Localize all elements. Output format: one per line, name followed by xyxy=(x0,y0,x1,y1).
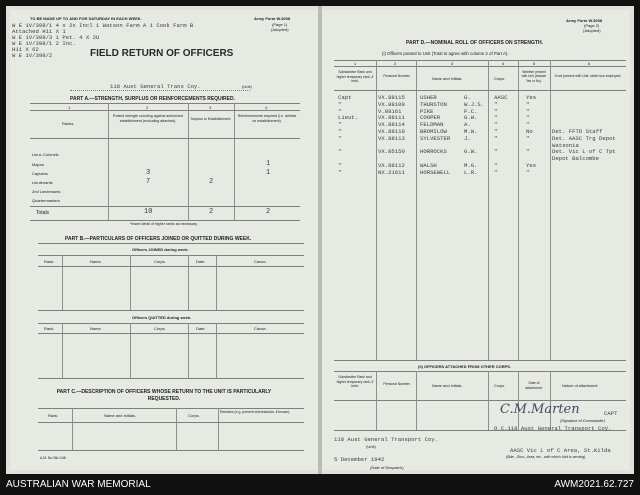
officer-num: VX.85150 xyxy=(378,148,405,156)
header-note: H11 X 62 xyxy=(12,46,39,53)
officer-init: J. xyxy=(464,134,471,142)
officer-corps: " xyxy=(494,100,498,108)
adopted-label: (Adopted) xyxy=(271,27,289,32)
officer-rank: " xyxy=(338,128,342,135)
footnote: *Insert detail of higher ranks as necessary. xyxy=(130,222,198,226)
officer-num: VX.88110 xyxy=(378,128,405,135)
joined-title: Officers JOINED during week. xyxy=(132,247,189,252)
reinforcement-value: 1 xyxy=(266,169,271,177)
col-head-corps: Corps. xyxy=(494,77,506,81)
officer-rank: " xyxy=(338,107,342,115)
officer-num: NX.21611 xyxy=(378,168,405,176)
accession-number: AWM2021.62.727 xyxy=(554,479,634,490)
page-2: Army Form W.3008 (Page 2) (Adopted) PART D.—NOMINAL ROLL OF OFFICERS ON STRENGTH. (i) Officers posted to Unit (Total to agree with column 2 of Part A). 1 2 3 4 5 6 Substantive Rank and higher temporary rank, if held. Personal Number. Name and Initials. Corps. Whether present with Unit (Answer Yes or No). If not present with Unit, state how employed. Capt VX.88115 USHER G. AASC Yes " VX.88109 THURSTON W.J.S. " " " V.88161 PIKE F.C. " " Lieut. VX.88111 COOPER G.W. " " " VX.88114 FELDMAN A. " " " VX.88110 BROMILOW M.W. " No Det. FFTD Staff " VX.88113 SYLVESTER J. " " Det. AASC Trg Depot Watsonia " VX.85150 HORROCKS G.W. " " Det. Vic L of C Tpt Depot Balcombe " VX.88112 WALSH M.G. " Yes " NX.21611 HORSEWELL L.R. " " (ii) OFFICERS ATTACHED FROM OTHER CORPS. Substantive Rank and higher temporary rank, if held. Personal Number. Name and Initials. Corps. Date of attachment. Nature of attachment. C.M.Marten CAPT 118 Aust General Transport Coy. (Unit) (Signature of Commander) O.C.118 Aust General Transport Coy. 5 December 1942 (Date of Despatch) AASC Vic L of C Area, St.Kilda (Bde., Divn., Area, etc., with which Unit is serving) xyxy=(322,10,630,470)
quitted-title: Officers QUITTED during week. xyxy=(132,315,192,320)
col-head-present: Whether present with Unit (Answer Yes or No). xyxy=(521,70,547,83)
archive-footer xyxy=(0,474,640,495)
officer-rank: " xyxy=(338,168,342,176)
sub1-title: (i) Officers posted to Unit (Total to agree with column 2 of Part A). xyxy=(382,51,509,56)
header-note: W E 1V/398/2 xyxy=(12,52,53,59)
officer-corps: " xyxy=(494,162,498,169)
officer-rank: " xyxy=(338,121,342,129)
officer-init: A. xyxy=(464,121,471,129)
col-head-ranks: Ranks. xyxy=(62,121,75,126)
signature-label: (Signature of Commander) xyxy=(560,419,605,423)
col-head-reinforcements: Reinforcements required (i.e. deficits on establishment). xyxy=(237,114,297,123)
officer-num: V.88161 xyxy=(378,107,402,115)
officer-present: Yes xyxy=(526,162,537,169)
officer-num: VX.88115 xyxy=(378,94,405,101)
officer-init: F.C. xyxy=(464,107,478,115)
officer-present: " xyxy=(526,148,530,156)
page-1: TO BE MADE UP TO AND FOR SATURDAY IN EACH WEEK. W E 1V/398/1 4 x 2x Incl 1 Watson Farm A 1 Cook Farm B Attached H11 X 1 W E 1V/398/3 1 Pet. 4 X 2U W E 1V/398/1 2 Inc. H11 X 62 W E 1V/398/2 Army Form W.3008 (Page 1) (Adopted) FIELD RETURN OF OFFICERS 118 Aust General Trans Coy. (Unit) PART A.—STRENGTH, SURPLUS OR REINFORCEMENTS REQUIRED. 1 2 3 4 Ranks. Posted strength counting against authorized establishment (excluding attached). Surplus to Establishment. Reinforcements required (i.e. deficits on establishment). Lieut.-Colonels Majors Captains Lieutenants 2nd Lieutenants Quartermasters 3 7 2 1 1 Totals 10 2 2 *Insert detail of higher ranks as necessary. PART B.—PARTICULARS OF OFFICERS JOINED OR QUITTED DURING WEEK. Officers JOINED during week. Rank. Name. Corps. Date. Cause. Officers QUITTED during week. Rank. Name. Corps. Date. Cause. PART C.—DESCRIPTION OF OFFICERS WHOSE RETURN TO THE UNIT IS PARTICULARLY REQUESTED. Rank. Name and Initials. Corps. Remarks (e.g. present whereabouts, if known). A.M. No.Stk.1/48 xyxy=(10,10,318,470)
officer-init: M.W. xyxy=(464,128,478,135)
despatch-date-label: (Date of Despatch) xyxy=(370,465,404,470)
page-ref: (Page 2) xyxy=(584,23,600,28)
officer-present: " xyxy=(526,121,530,129)
reinforcement-value: 1 xyxy=(266,160,271,168)
officer-name: FELDMAN xyxy=(420,121,444,129)
officer-note: Depot Balcombe xyxy=(552,155,599,163)
part-a-title: PART A.—STRENGTH, SURPLUS OR REINFORCEMENTS REQUIRED. xyxy=(70,96,236,102)
col-head-employment: If not present with Unit, state how employed. xyxy=(554,74,622,78)
officer-present: " xyxy=(526,134,530,142)
part-d-title: PART D.—NOMINAL ROLL OF OFFICERS ON STRENGTH. xyxy=(406,40,543,46)
officer-rank: " xyxy=(338,162,342,169)
rank-label: Lieutenants xyxy=(32,180,53,185)
rank-label: Majors xyxy=(32,162,45,167)
rank-label: Lieut.-Colonels xyxy=(32,152,59,157)
officer-corps: " xyxy=(494,168,498,176)
officer-name: USHER xyxy=(420,94,437,101)
officer-present: No xyxy=(526,128,533,135)
officer-init: G. xyxy=(464,94,471,101)
page-ref: (Page 1) xyxy=(272,22,288,27)
header-note: W E 1V/398/1 4 x 2x Incl 1 Watson Farm A 1 Cook Farm B xyxy=(12,22,194,29)
scanned-document xyxy=(6,6,634,474)
officer-init: G.W. xyxy=(464,148,478,156)
officer-name: PIKE xyxy=(420,107,434,115)
officer-rank: " xyxy=(338,100,342,108)
officer-corps: " xyxy=(494,134,498,142)
officer-rank: Lieut. xyxy=(338,114,359,122)
col-head-surplus: Surplus to Establishment. xyxy=(190,117,232,121)
header-note: W E 1V/398/3 1 Pet. 4 X 2U xyxy=(12,34,100,41)
header-notice: TO BE MADE UP TO AND FOR SATURDAY IN EACH WEEK. xyxy=(30,16,142,21)
rank-label: Quartermasters xyxy=(32,198,60,203)
officer-note: Watsonia xyxy=(552,141,579,149)
sub2-title: (ii) OFFICERS ATTACHED FROM OTHER CORPS. xyxy=(418,364,512,369)
col-head-number: Personal Number. xyxy=(383,74,411,78)
officer-corps: " xyxy=(494,128,498,135)
strength-value: 7 xyxy=(146,178,151,186)
surplus-value: 2 xyxy=(209,178,214,186)
officer-name: HORSEWELL xyxy=(420,168,451,176)
officer-init: M.G. xyxy=(464,162,478,169)
print-code: A.M. No.Stk.1/48 xyxy=(40,456,66,460)
adopted-label: (Adopted) xyxy=(583,28,601,33)
army-form-number: Army Form W.3008 xyxy=(566,18,603,23)
col-head-rank: Substantive Rank and higher temporary rank, if held. xyxy=(336,70,374,83)
commander-signature: C.M.Marten xyxy=(500,402,580,417)
part-c-title: PART C.—DESCRIPTION OF OFFICERS WHOSE RETURN TO THE UNIT IS PARTICULARLY REQUESTED. xyxy=(56,389,272,402)
officer-present: " xyxy=(526,100,530,108)
officer-name: WALSH xyxy=(420,162,437,169)
part-b-title: PART B.—PARTICULARS OF OFFICERS JOINED OR QUITTED DURING WEEK. xyxy=(65,236,252,242)
officer-name: COOPER xyxy=(420,114,441,122)
totals-label: Totals xyxy=(36,210,50,216)
officer-corps: AASC xyxy=(494,94,508,101)
officer-name: HORROCKS xyxy=(420,148,447,156)
total-reinforcements: 2 xyxy=(266,208,271,216)
officer-note: Det. FFTD Staff xyxy=(552,128,603,135)
officer-note: Det. AASC Trg Depot xyxy=(552,134,616,142)
form-title: FIELD RETURN OF OFFICERS xyxy=(90,48,234,59)
officer-present: " xyxy=(526,114,530,122)
officer-corps: " xyxy=(494,107,498,115)
unit-line: 118 Aust General Transport Coy. xyxy=(334,436,439,443)
total-surplus: 2 xyxy=(209,208,214,216)
rank-label: Captains xyxy=(32,171,48,176)
header-note: Attached H11 X 1 xyxy=(12,28,66,35)
unit-label: (Unit) xyxy=(242,84,252,89)
officer-name: THURSTON xyxy=(420,100,447,108)
officer-present: " xyxy=(526,168,530,176)
area-label: (Bde., Divn., Area, etc., with which Unit is serving) xyxy=(506,455,586,459)
unit-name: 118 Aust General Trans Coy. xyxy=(110,83,201,90)
officer-name: BROMILOW xyxy=(420,128,447,135)
officer-corps: " xyxy=(494,148,498,156)
officer-num: VX.88113 xyxy=(378,134,405,142)
officer-init: L.R. xyxy=(464,168,478,176)
officer-num: VX.88109 xyxy=(378,100,405,108)
col-head-posted: Posted strength counting against authorized establishment (excluding attached). xyxy=(112,114,184,123)
rank-label: 2nd Lieutenants xyxy=(32,189,61,194)
area-line: AASC Vic L of C Area, St.Kilda xyxy=(510,447,611,454)
officer-rank: " xyxy=(338,134,342,142)
despatch-date: 5 December 1942 xyxy=(334,456,385,463)
officer-rank: " xyxy=(338,148,342,156)
officer-num: VX.88112 xyxy=(378,162,405,169)
officer-present: Yes xyxy=(526,94,537,101)
header-note: W E 1V/398/1 2 Inc. xyxy=(12,40,76,47)
officer-rank: Capt xyxy=(338,94,352,101)
officer-corps: " xyxy=(494,121,498,129)
officer-note: Det. Vic L of C Tpt xyxy=(552,148,616,156)
officer-init: G.W. xyxy=(464,114,478,122)
army-form-number: Army Form W.3008 xyxy=(254,16,291,21)
officer-num: VX.88114 xyxy=(378,121,405,129)
unit-label: (Unit) xyxy=(366,444,376,449)
officer-name: SYLVESTER xyxy=(420,134,451,142)
archive-name: AUSTRALIAN WAR MEMORIAL xyxy=(6,479,151,490)
total-strength: 10 xyxy=(144,208,153,216)
strength-value: 3 xyxy=(146,169,151,177)
officer-init: W.J.S. xyxy=(464,100,485,108)
oc-line: O.C.118 Aust General Transport Coy. xyxy=(494,425,612,432)
signature-rank: CAPT xyxy=(604,410,618,417)
officer-num: VX.88111 xyxy=(378,114,405,122)
officer-present: " xyxy=(526,107,530,115)
officer-corps: " xyxy=(494,114,498,122)
col-head-name: Name and Initials. xyxy=(432,77,463,81)
